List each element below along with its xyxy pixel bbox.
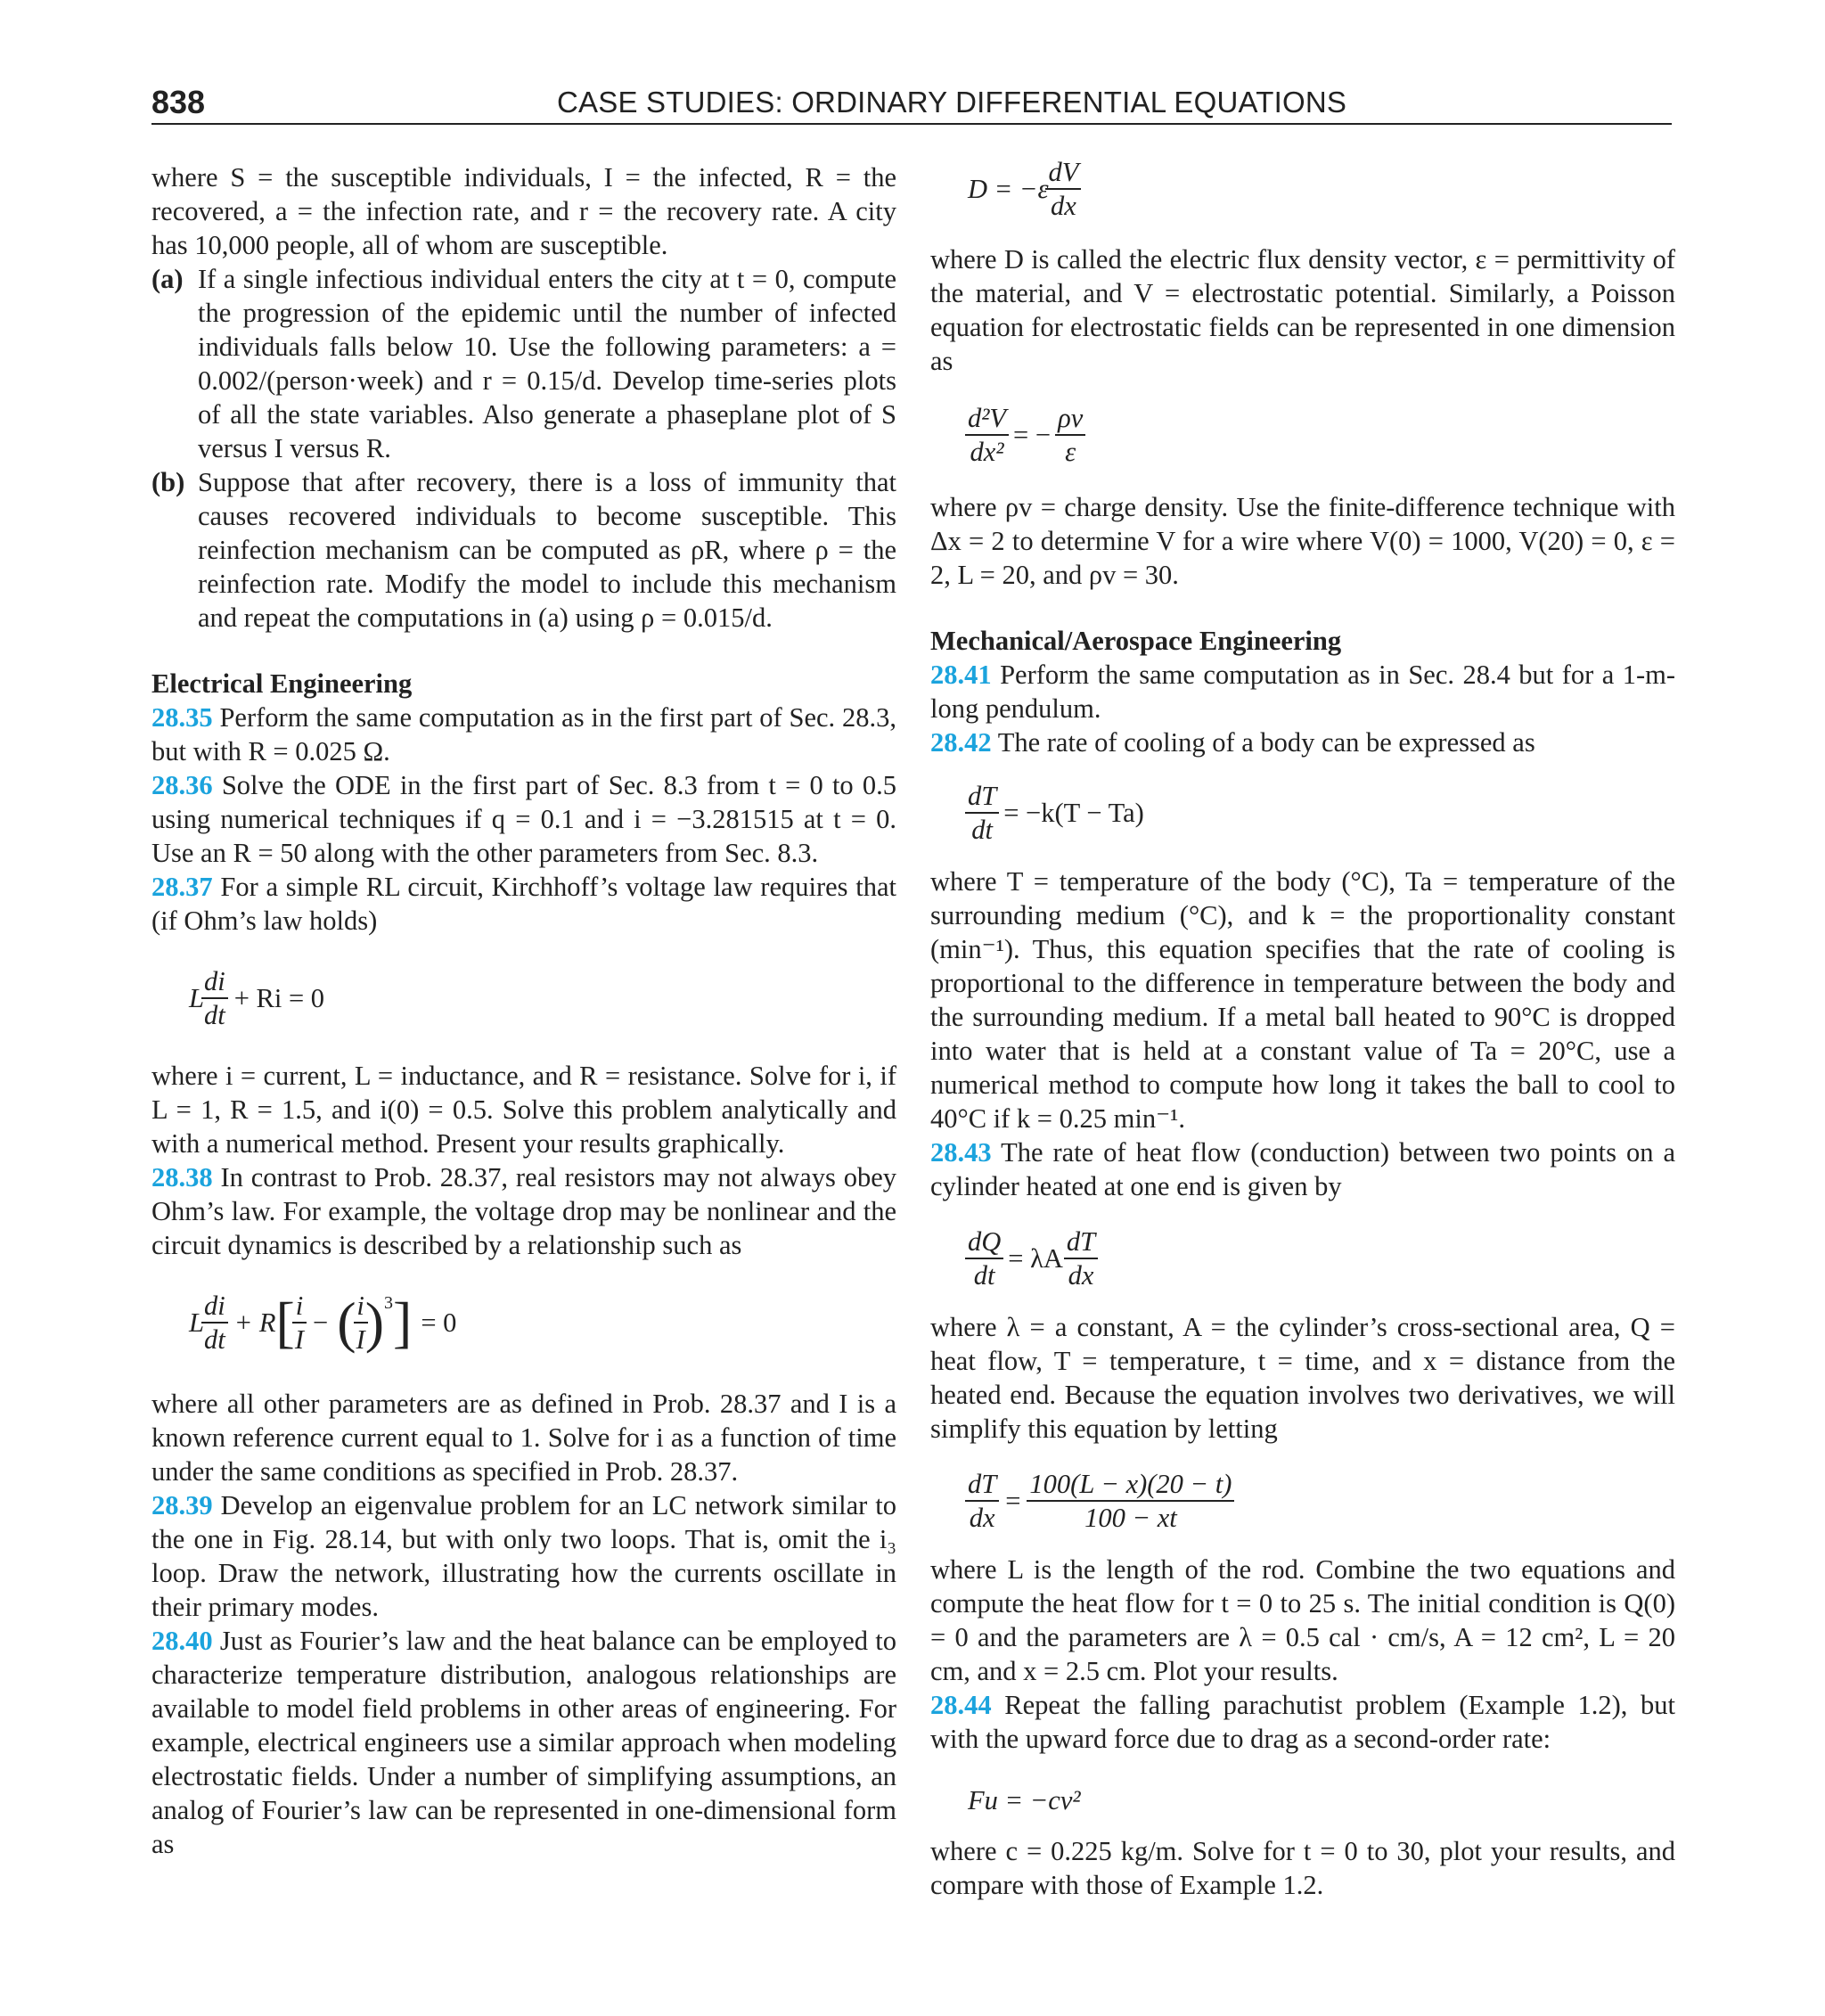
left-column [151, 160, 896, 1861]
running-header [151, 82, 1672, 125]
epidemic-intro: where S = the susceptible individuals, I = the infected, R = the recovered, a = the infection rate, and r = the recovery rate. A city has 10,000 people, all of whom are susceptible. [151, 162, 896, 260]
eq-rest: + Ri = 0 [233, 983, 325, 1013]
part-a-text: If a single infectious individual enters the city at t = 0, compute the progression of the epidemic until the number of infected individuals falls below 10. Use the following parameters: a = 0.002/(person·week) and r = 0.15/d. Develop time-series plots of all the state variables. Also generate a phaseplane plot of S versus I versus R. [198, 264, 896, 463]
fraction-gradient-rhs [1029, 1468, 1232, 1534]
fraction-dV-dx [1048, 156, 1078, 222]
problem-28-42 [930, 725, 1675, 759]
problem-text: The rate of cooling of a body can be expressed as [997, 727, 1535, 758]
denominator: dx [1068, 1260, 1094, 1291]
paren-close: ) [364, 1291, 385, 1354]
part-b [151, 465, 896, 635]
denominator: I [356, 1324, 365, 1355]
fraction-dQ-dt [968, 1225, 1001, 1291]
flux-explanation: where D is called the electric flux density vector, ε = permittivity of the material, and V = electrostatic potential. Similarly, a Poisson equation for electrostatic fields can be represented in one dimension as [930, 244, 1675, 376]
problem-number[interactable]: 28.35 [151, 702, 213, 733]
section-heading-mechanical: Mechanical/Aerospace Engineering [930, 626, 1342, 656]
eq-drag: Fu = −cv² [968, 1785, 1081, 1815]
part-a-label: (a) [151, 264, 184, 294]
problem-28-37 [151, 870, 896, 938]
equation-poisson [930, 394, 1675, 481]
poisson-explanation: where ρv = charge density. Use the finite-difference technique with Δx = 2 to determine V for a wire where V(0) = 1000, V(20) = 0, ε = 2, L = 20, and ρv = 30. [930, 492, 1675, 590]
equation-nonlinear-circuit: L $\frac{di}{dt}$ + R [ $\frac{i}{I}$ − ( $\frac{i}{I}$ ) $^3$ ] = 0 [189, 1291, 457, 1355]
equation-cooling [930, 775, 1675, 856]
equation-rl-circuit [151, 954, 896, 1043]
numerator: dT [968, 1469, 997, 1499]
eq-plus-R: + R [233, 1307, 276, 1338]
fraction-di-dt [204, 1290, 225, 1356]
denominator: dt [973, 1260, 995, 1291]
page-number: 838 [151, 84, 206, 120]
problem-text: Develop an eigenvalue problem for an LC network similar to the one in Fig. 28.14, but with only two loops. That is, omit the i₃ loop. Draw the network, illustrating how the currents oscillate in their primary modes. [151, 1490, 896, 1622]
equation-drag-force [930, 1772, 1675, 1825]
fraction-d2V-dx2 [968, 402, 1006, 468]
equation-heat-flow [930, 1219, 1675, 1301]
denominator: ε [1065, 437, 1076, 467]
problem-text: For a simple RL circuit, Kirchhoff’s voltage law requires that (if Ohm’s law holds) [151, 872, 896, 936]
problem-28-38 [151, 1160, 896, 1262]
problem-text: Perform the same computation as in the first part of Sec. 28.3, but with R = 0.025 Ω. [151, 702, 897, 766]
problem-number[interactable]: 28.36 [151, 770, 213, 800]
problem-28-42-continued: where T = temperature of the body (°C), Ta = temperature of the surrounding medium (°C), and k = the proportionality constant (min⁻¹). Thus, this equation specifies that the rate of cooling is proportional to the difference in temperature between the body and the surrounding medium. If a metal ball heated to 90°C is dropped into water that is held at a constant value of Ta = 20°C, use a numerical method to compute how long it takes the ball to cool to 40°C if k = 0.25 min⁻¹. [930, 866, 1675, 1134]
problem-text: The rate of heat flow (conduction) between two points on a cylinder heated at one end is given by [930, 1137, 1676, 1201]
problem-number[interactable]: 28.44 [930, 1690, 992, 1720]
problem-28-44 [930, 1688, 1675, 1756]
problem-28-38-continued: where all other parameters are as defined in Prob. 28.37 and I is a known reference current equal to 1. Solve for i as a function of time under the same conditions as specified in Prob. 28.37. [151, 1389, 896, 1487]
problem-text: In contrast to Prob. 28.37, real resistors may not always obey Ohm’s law. For example, the voltage drop may be nonlinear and the circuit dynamics is described by a relationship such as [151, 1162, 896, 1260]
problem-28-40 [151, 1624, 896, 1861]
eq-lhs: D = −ε [968, 174, 1049, 204]
fraction-di-dt [204, 965, 225, 1031]
part-b-label: (b) [151, 467, 185, 497]
problem-text: Just as Fourier’s law and the heat balance can be employed to characterize temperature distribution, analogous relationships are available to model field problems in other areas of engineering. For example, electrical engineers use a similar approach when modeling electrostatic fields. Under a number of simplifying assumptions, an analog of Fourier’s law can be represented in one-dimensional form as [151, 1626, 897, 1859]
problem-28-43-continued: where λ = a constant, A = the cylinder’s cross-sectional area, Q = heat flow, T = temperature, t = time, and x = distance from the heated end. Because the equation involves two derivatives, we will simplify this equation by letting [930, 1312, 1675, 1444]
eq-equals: = − [1013, 420, 1052, 450]
numerator: dT [1066, 1226, 1096, 1257]
denominator: dt [203, 1324, 225, 1355]
problem-28-39 [151, 1488, 896, 1624]
numerator: dT [968, 781, 997, 811]
numerator: dQ [968, 1226, 1002, 1257]
problem-number[interactable]: 28.40 [151, 1626, 213, 1656]
problem-number[interactable]: 28.38 [151, 1162, 213, 1192]
denominator: 100 − xt [1084, 1503, 1177, 1533]
problem-text: Repeat the falling parachutist problem (Example 1.2), but with the upward force due to drag as a second-order rate: [930, 1690, 1676, 1754]
denominator: dt [971, 815, 993, 845]
numerator: ρv [1058, 403, 1084, 433]
eq-rhs: = −k(T − Ta) [1003, 798, 1144, 828]
problem-text: Solve the ODE in the first part of Sec. 8.3 from t = 0 to 0.5 using numerical techniques if q = 0.1 and i = −3.281515 at t = 0. Use an R = 50 along with the other parameters from Sec. 8.3. [151, 770, 896, 868]
running-title: CASE STUDIES: ORDINARY DIFFERENTIAL EQUATIONS [557, 86, 1347, 119]
paren-open: ( [337, 1291, 356, 1354]
problem-28-41 [930, 658, 1675, 725]
fraction-i-over-I [295, 1290, 304, 1356]
numerator: 100(L − x)(20 − t) [1029, 1469, 1232, 1499]
denominator: dx [969, 1503, 995, 1533]
fraction-dT-dt [968, 780, 996, 846]
problem-28-35 [151, 701, 896, 768]
problem-28-43-continued-2: where L is the length of the rod. Combine the two equations and compute the heat flow for t = 0 to 25 s. The initial condition is Q(0) = 0 and the parameters are λ = 0.5 cal · cm/s, A = 12 cm², L = 20 cm, and x = 2.5 cm. Plot your results. [930, 1554, 1675, 1686]
problem-number[interactable]: 28.42 [930, 727, 992, 758]
fraction-rho-eps [1058, 402, 1083, 468]
problem-28-43 [930, 1135, 1675, 1203]
eq-L: L [189, 1307, 204, 1338]
numerator: i [356, 1291, 364, 1321]
fraction-i-over-I-cubed [356, 1290, 365, 1356]
denominator: I [294, 1324, 305, 1355]
denominator: dx [1051, 191, 1076, 221]
bracket-open: [ [275, 1291, 295, 1354]
part-a [151, 262, 896, 465]
problem-number[interactable]: 28.41 [930, 660, 992, 690]
eq-L: L [189, 983, 204, 1013]
fraction-dT-dx [1067, 1225, 1095, 1291]
problem-text: Perform the same computation as in Sec. 28.4 but for a 1-m-long pendulum. [930, 660, 1676, 724]
part-b-text: Suppose that after recovery, there is a loss of immunity that causes recovered individuals to become susceptible. This reinfection mechanism can be computed as ρR, where ρ = the reinfection rate. Modify the model to include this mechanism and repeat the computations in (a) using ρ = 0.015/d. [198, 467, 896, 633]
eq-zero: = 0 [421, 1307, 457, 1338]
numerator: di [203, 1291, 225, 1321]
problem-number[interactable]: 28.37 [151, 872, 213, 902]
numerator: d²V [968, 403, 1007, 433]
problem-number[interactable]: 28.43 [930, 1137, 992, 1168]
equation-temperature-gradient [930, 1462, 1675, 1544]
denominator: dx² [970, 437, 1004, 467]
eq-equals: = [1005, 1486, 1021, 1516]
right-column [930, 153, 1675, 1902]
numerator: di [203, 966, 225, 996]
problem-28-44-continued: where c = 0.225 kg/m. Solve for t = 0 to 30, plot your results, and compare with those of Example 1.2. [930, 1836, 1675, 1900]
numerator: i [295, 1291, 304, 1321]
eq-mid: = λA [1008, 1243, 1063, 1274]
numerator: dV [1048, 157, 1079, 187]
eq-minus: − [313, 1307, 329, 1338]
problem-28-36 [151, 768, 896, 870]
denominator: dt [203, 1000, 225, 1030]
problem-28-37-continued: where i = current, L = inductance, and R = resistance. Solve for i, if L = 1, R = 1.5, and i(0) = 0.5. Solve this problem analytically and with a numerical method. Present your results graphically. [151, 1061, 896, 1159]
fraction-dT-dx [968, 1468, 996, 1534]
problem-number[interactable]: 28.39 [151, 1490, 213, 1520]
equation-flux-density [930, 153, 1675, 234]
section-heading-electrical: Electrical Engineering [151, 668, 413, 699]
bracket-close: ] [393, 1291, 413, 1354]
